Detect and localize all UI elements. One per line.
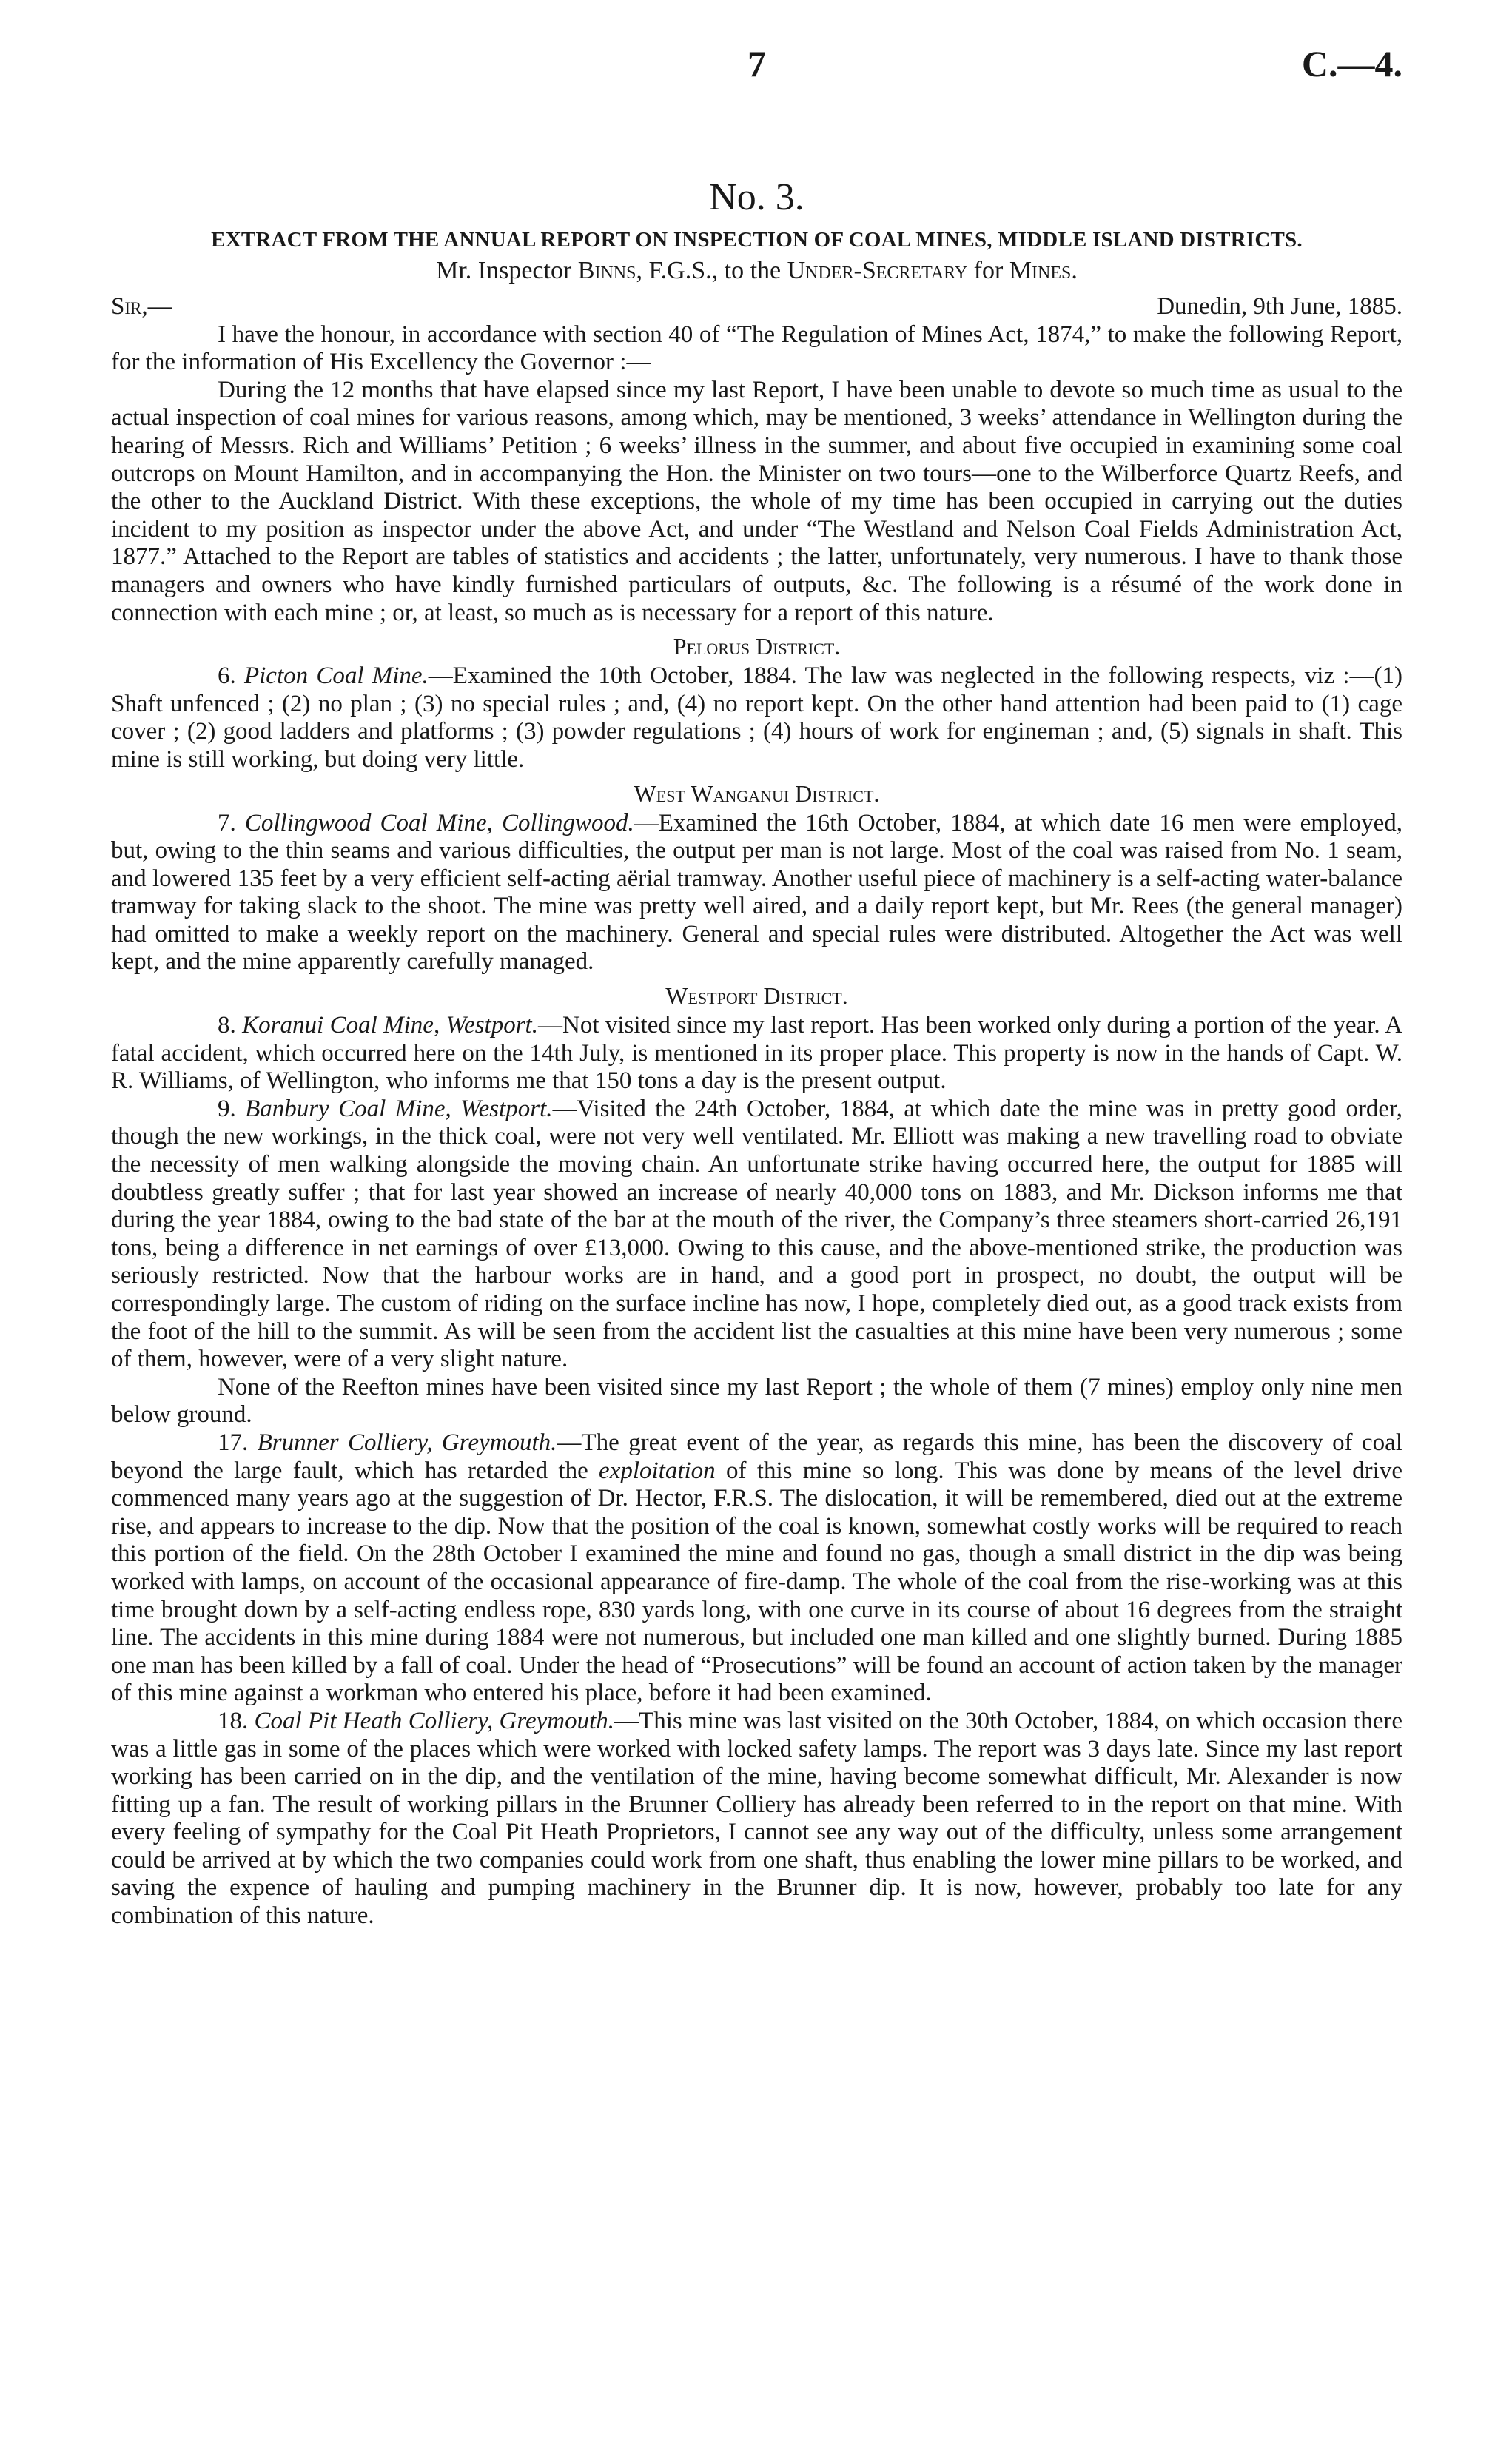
mine-name: Collingwood Coal Mine, Collingwood. <box>244 809 634 836</box>
intro-paragraph: I have the honour, in accordance with section 40 of “The Regulation of Mines Act, 1874,” to make the following Report, for the information of His Excellency the Governor :— <box>111 321 1402 376</box>
page-header <box>111 44 1402 99</box>
document-code: C.—4. <box>1301 43 1402 84</box>
inspector-name: Binns <box>577 257 636 284</box>
paragraph-reefton: None of the Reefton mines have been visited since my last Report ; the whole of them (7 mines) employ only nine men below ground. <box>111 1373 1402 1429</box>
emphasis: exploitation <box>599 1457 716 1484</box>
paragraph-7: 7. Collingwood Coal Mine, Collingwood.—Examined the 16th October, 1884, at which date 16 men were employed, but, owing to the thin seams and various difficulties, the output per man is not large. Most of the coal was raised from No. 1 seam, and lowered 135 feet by a very efficient self-acting aërial tramway. Another useful piece of machinery is a self-acting water-balance tramway for taking slack to the shoot. The mine was pretty well aired, and a daily report kept, but Mr. Rees (the general manager) had omitted to make a weekly report on the machinery. General and special rules were distributed. Altogether the Act was well kept, and the mine apparently carefully managed. <box>111 809 1402 976</box>
recipient-title: Under-Secretary <box>787 257 968 284</box>
paragraph-6: 6. Picton Coal Mine.—Examined the 10th October, 1884. The law was neglected in the following respects, viz :—(1) Shaft unfenced ; (2) no plan ; (3) no special rules ; and, (4) no report kept. On the other hand attention had been paid to (1) cage cover ; (2) good ladders and platforms ; (3) powder regulations ; (4) hours of work for engineman ; and, (5) signals in shaft. This mine is still working, but doing very little. <box>111 662 1402 773</box>
section-heading-pelorus: Pelorus District. <box>673 633 841 660</box>
salutation: Sir,— <box>111 293 172 320</box>
mine-name: Banbury Coal Mine, Westport. <box>245 1095 553 1122</box>
intro-paragraph: During the 12 months that have elapsed since my last Report, I have been unable to devote so much time as usual to the actual inspection of coal mines for various reasons, among which, may be mentioned, 3 weeks’ attendance in Wellington during the hearing of Messrs. Rich and Williams’ Petition ; 6 weeks’ illness in the summer, and about five occupied in examining some coal outcrops on Mount Hamilton, and in accompanying the Hon. the Minister on two tours—one to the Wilberforce Quartz Reefs, and the other to the Auckland District. With these exceptions, the whole of my time has been occupied in carrying out the duties incident to my position as inspector under the above Act, and under “The Westland and Nelson Coal Fields Administration Act, 1877.” Attached to the Report are tables of statistics and accidents ; the latter, unfortunately, very numerous. I have to thank those managers and owners who have kindly furnished particulars of outputs, &c. The following is a résumé of the work done in connection with each mine ; or, at least, so much as is necessary for a report of this nature. <box>111 376 1402 626</box>
section-heading-westport: Westport District. <box>665 982 848 1010</box>
paragraph-9: 9. Banbury Coal Mine, Westport.—Visited the 24th October, 1884, at which date the mine was in pretty good order, though the new workings, in the thick coal, were not very well ventilated. Mr. Elliott was making a new travelling road to obviate the necessity of men walking alongside the moving chain. An unfortunate strike having occurred here, the output for 1885 will doubtless greatly suffer ; that for last year showed an increase of nearly 40,000 tons on 1883, and Mr. Dickson informs me that during the year 1884, owing to the bad state of the bar at the mouth of the river, the Company’s three steamers short-carried 26,191 tons, being a difference in net earnings of over £13,000. Owing to this cause, and the above-mentioned strike, the production was seriously restricted. Now that the harbour works are in hand, and a good port in prospect, no doubt, the output will be correspondingly large. The custom of riding on the surface incline has now, I hope, completely died out, as a good track exists from the foot of the hill to the summit. As will be seen from the accident list the casualties at this mine have been very numerous ; some of them, however, were of a very slight nature. <box>111 1095 1403 1373</box>
mine-name: Brunner Colliery, Greymouth. <box>257 1429 557 1456</box>
report-number: No. 3. <box>709 176 804 218</box>
section-heading-west-wanganui: West Wanganui District. <box>634 779 880 807</box>
report-addressee: Mr. Inspector Binns, F.G.S., to the Under-Secretary for Mines. <box>436 257 1078 284</box>
report-title: EXTRACT FROM THE ANNUAL REPORT ON INSPECTION OF COAL MINES, MIDDLE ISLAND DISTRICTS. <box>211 228 1303 252</box>
place-date: Dunedin, 9th June, 1885. <box>1157 293 1402 320</box>
page-number: 7 <box>747 43 766 84</box>
recipient-dept: Mines <box>1009 257 1072 284</box>
paragraph-8: 8. Koranui Coal Mine, Westport.—Not visited since my last report. Has been worked only during a portion of the year. A fatal accident, which occurred here on the 14th July, is mentioned in its proper place. This property is now in the hands of Capt. W. R. Williams, of Wellington, who informs me that 150 tons a day is the present output. <box>111 1012 1403 1095</box>
mine-name: Koranui Coal Mine, Westport. <box>242 1012 538 1039</box>
salutation-line <box>111 293 1402 321</box>
paragraph-17: 17. Brunner Colliery, Greymouth.—The great event of the year, as regards this mine, has been the discovery of coal beyond the large fault, which has retarded the exploitation of this mine so long. This was done by means of the level drive commenced many years ago at the suggestion of Dr. Hector, F.R.S. The dislocation, it will be remembered, died out at the extreme rise, and appears to increase to the dip. Now that the position of the coal is known, somewhat costly works will be required to reach this portion of the field. On the 28th October I examined the mine and found no gas, though a small district in the dip was being worked with lamps, on account of the occasional appearance of fire-damp. The whole of the coal from the rise-working was at this time brought down by a self-acting endless rope, 830 yards long, with one curve in its course of about 16 degrees from the straight line. The accidents in this mine during 1884 were not numerous, but included one man killed and one slightly burned. During 1885 one man has been killed by a fall of coal. Under the head of “Prosecutions” will be found an account of action taken by the manager of this mine against a workman who entered his place, before it had been examined. <box>111 1429 1402 1707</box>
paragraph-18: 18. Coal Pit Heath Colliery, Greymouth.—This mine was last visited on the 30th October, 1884, on which occasion there was a little gas in some of the places which were worked with locked safety lamps. The report was 3 days late. Since my last report working has been carried on in the dip, and the ventilation of the mine, having become somewhat difficult, Mr. Alexander is now fitting up a fan. The result of working pillars in the Brunner Colliery has already been referred to in the report on that mine. With every feeling of sympathy for the Coal Pit Heath Proprietors, I cannot see any way out of the difficulty, unless some arrangement could be arrived at by which the two companies could work from one shaft, thus enabling the lower mine pillars to be worked, and saving the expence of hauling and pumping machinery in the Brunner dip. It is now, however, probably too late for any combination of this nature. <box>111 1707 1402 1930</box>
mine-name: Coal Pit Heath Colliery, Greymouth. <box>254 1707 615 1734</box>
document-page <box>111 44 1402 1930</box>
mine-name: Picton Coal Mine. <box>243 662 429 690</box>
